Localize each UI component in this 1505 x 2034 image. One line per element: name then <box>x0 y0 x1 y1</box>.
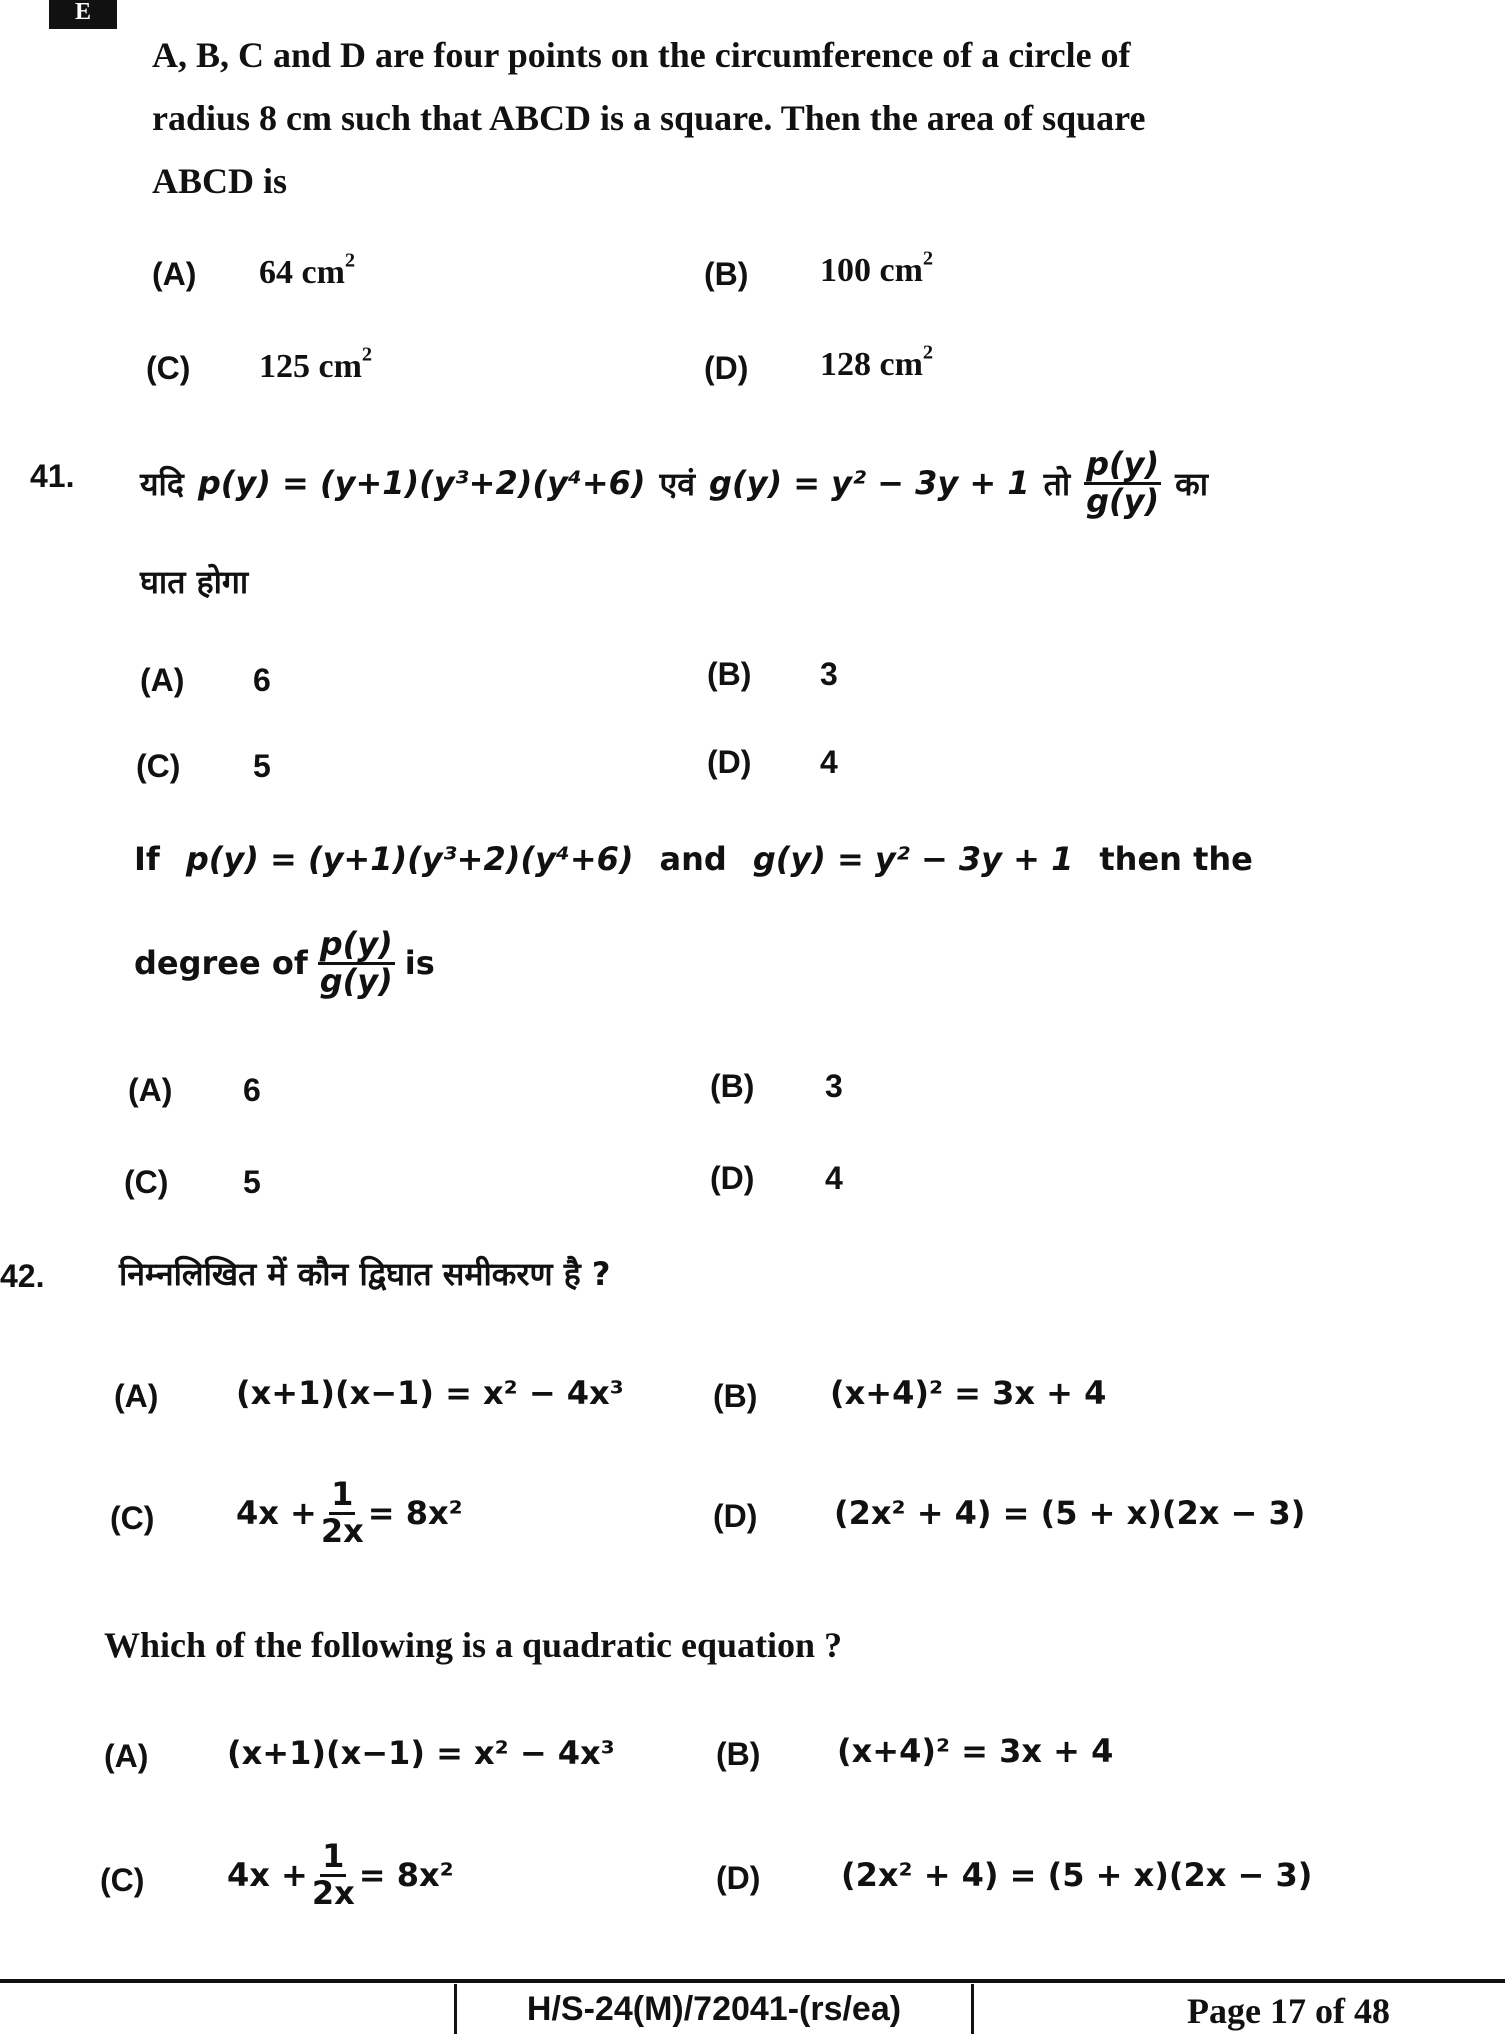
option-label: (D) <box>713 1498 758 1534</box>
option-label: (B) <box>713 1378 758 1414</box>
footer-rule <box>0 1979 1505 1983</box>
text: is <box>404 944 435 983</box>
fraction <box>1084 445 1161 520</box>
paper-code: H/S-24(M)/72041-(rs/ea) <box>454 1984 974 2034</box>
text: 4x + <box>236 1494 317 1533</box>
text: यदि <box>140 464 184 503</box>
question-text-en <box>134 840 1253 878</box>
option-value: 64 cm <box>259 254 345 291</box>
option-label: (D) <box>707 744 752 780</box>
option-label: (C) <box>136 748 181 784</box>
option-label: (C) <box>146 350 191 386</box>
question-text-hi-line2: घात होगा <box>140 563 249 601</box>
option-label: (A) <box>104 1738 149 1774</box>
question-number: 41. <box>30 458 75 494</box>
numerator: p(y) <box>1086 445 1160 483</box>
denominator: g(y) <box>319 961 393 1000</box>
text: 4x + <box>227 1856 308 1895</box>
option-exponent: 2 <box>361 343 373 366</box>
numerator: 1 <box>322 1837 345 1875</box>
option-exponent: 2 <box>344 249 356 272</box>
denominator: g(y) <box>1086 481 1160 520</box>
p-expression: p(y) = (y+1)(y³+2)(y⁴+6) <box>197 464 646 503</box>
option-label: (D) <box>716 1860 761 1896</box>
question-text-hi: निम्नलिखित में कौन द्विघात समीकरण है ? <box>119 1255 611 1293</box>
option-label: (B) <box>716 1736 761 1772</box>
question-text-line: ABCD is <box>152 161 288 201</box>
option-c[interactable]: 5 <box>253 748 271 784</box>
question-text-en: Which of the following is a quadratic equation ? <box>104 1625 843 1665</box>
option-a[interactable]: 6 <box>253 662 271 698</box>
text: degree of <box>134 944 308 983</box>
option-d[interactable]: (2x² + 4) = (5 + x)(2x − 3) <box>841 1856 1313 1894</box>
option-label: (D) <box>704 350 749 386</box>
option-b[interactable]: (x+4)² = 3x + 4 <box>830 1374 1107 1412</box>
page-number: Page 17 of 48 <box>1187 1991 1390 2031</box>
option-value: 125 cm <box>259 348 362 385</box>
option-label: (A) <box>128 1072 173 1108</box>
text: का <box>1175 464 1209 503</box>
question-text-line: radius 8 cm such that ABCD is a square. Then the area of square <box>152 98 1146 138</box>
option-b[interactable]: (x+4)² = 3x + 4 <box>837 1732 1114 1770</box>
text: then the <box>1099 840 1253 878</box>
option-label: (C) <box>110 1500 155 1536</box>
question-text-line: A, B, C and D are four points on the circumference of a circle of <box>152 35 1131 75</box>
option-d[interactable]: (2x² + 4) = (5 + x)(2x − 3) <box>834 1494 1306 1532</box>
option-label: (C) <box>100 1862 145 1898</box>
text: If <box>134 840 160 878</box>
option-a[interactable]: (x+1)(x−1) = x² − 4x³ <box>227 1734 615 1772</box>
option-label: (B) <box>707 656 752 692</box>
option-a[interactable]: 6 <box>243 1072 261 1108</box>
text: and <box>659 840 727 878</box>
fraction <box>318 925 395 1000</box>
option-c[interactable] <box>236 1475 463 1550</box>
p-expression: p(y) = (y+1)(y³+2)(y⁴+6) <box>185 840 634 878</box>
g-expression: g(y) = y² − 3y + 1 <box>709 464 1030 503</box>
option-label: (D) <box>710 1160 755 1196</box>
question-text-en-line2 <box>134 925 435 1000</box>
option-exponent: 2 <box>922 247 934 270</box>
option-c[interactable] <box>259 343 373 386</box>
text: = 8x² <box>367 1494 463 1533</box>
option-d[interactable]: 4 <box>820 744 838 780</box>
question-number: 42. <box>0 1258 45 1294</box>
text: = 8x² <box>358 1856 454 1895</box>
option-exponent: 2 <box>922 341 934 364</box>
option-value: 100 cm <box>820 252 923 289</box>
option-b[interactable]: 3 <box>825 1068 843 1104</box>
fraction <box>311 1837 355 1912</box>
option-a[interactable]: (x+1)(x−1) = x² − 4x³ <box>236 1374 624 1412</box>
text: एवं <box>659 464 696 503</box>
option-d[interactable]: 4 <box>825 1160 843 1196</box>
option-label: (C) <box>124 1164 169 1200</box>
option-label: (B) <box>710 1068 755 1104</box>
question-text-hi <box>140 445 1209 520</box>
numerator: 1 <box>331 1475 354 1513</box>
option-a[interactable] <box>259 249 356 292</box>
option-value: 128 cm <box>820 346 923 383</box>
option-label: (A) <box>114 1378 159 1414</box>
numerator: p(y) <box>319 925 393 963</box>
option-b[interactable]: 3 <box>820 656 838 692</box>
section-badge: E <box>49 0 117 29</box>
denominator: 2x <box>311 1873 355 1912</box>
option-b[interactable] <box>820 247 934 290</box>
option-label: (B) <box>704 256 749 292</box>
option-label: (A) <box>140 662 185 698</box>
option-label: (A) <box>152 256 197 292</box>
option-d[interactable] <box>820 341 934 384</box>
denominator: 2x <box>320 1511 364 1550</box>
text: तो <box>1043 464 1071 503</box>
option-c[interactable]: 5 <box>243 1164 261 1200</box>
option-c[interactable] <box>227 1837 454 1912</box>
g-expression: g(y) = y² − 3y + 1 <box>752 840 1074 878</box>
fraction <box>320 1475 364 1550</box>
